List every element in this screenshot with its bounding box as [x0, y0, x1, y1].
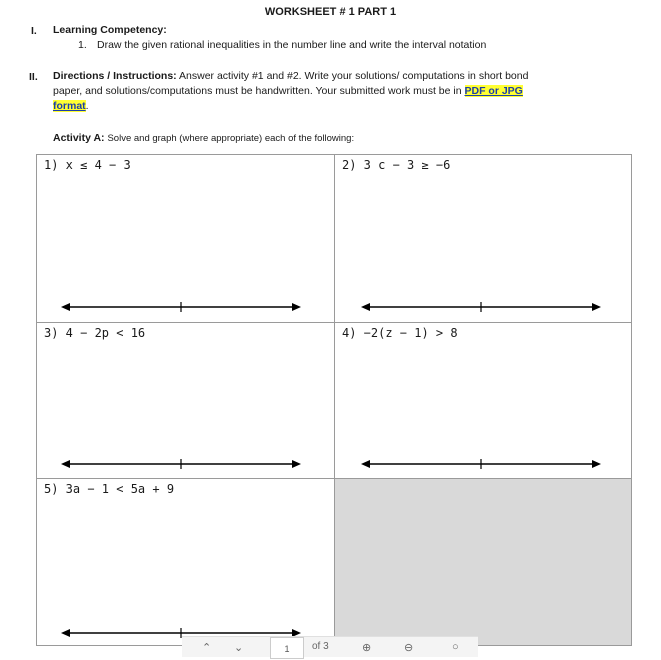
pdf-viewer-toolbar — [182, 636, 478, 657]
directions-line-2: paper, and solutions/computations must be handwritten. Your submitted work must be in — [53, 85, 462, 97]
problem-cell-3 — [37, 323, 335, 479]
activity-text: Solve and graph (where appropriate) each of the following: — [107, 133, 355, 144]
section-2-numeral: II. — [29, 71, 38, 83]
number-line-1 — [61, 299, 301, 315]
number-line-2 — [361, 299, 601, 315]
problem-cell-4 — [335, 323, 631, 479]
directions-line-1: Answer activity #1 and #2. Write your solutions/ computations in short bond — [179, 70, 529, 82]
problem-4-inequality: 4) −2(z − 1) > 8 — [342, 326, 458, 340]
problem-2-inequality: 2) 3 c − 3 ≥ −6 — [342, 158, 451, 172]
format-highlight-1: PDF or JPG — [464, 85, 523, 97]
activity-line — [53, 131, 354, 146]
zoom-in-icon[interactable]: ⊕ — [362, 642, 372, 654]
format-highlight-2: format — [53, 100, 86, 112]
section-2-heading: Directions / Instructions: — [53, 70, 177, 82]
zoom-out-icon[interactable]: ⊖ — [404, 642, 414, 654]
problem-3-inequality: 3) 4 − 2p < 16 — [44, 326, 146, 340]
directions-paragraph — [53, 69, 613, 114]
section-1-heading: Learning Competency: — [53, 24, 167, 36]
number-line-3 — [61, 456, 301, 472]
empty-gray-cell — [335, 479, 631, 645]
worksheet-title: WORKSHEET # 1 PART 1 — [264, 6, 397, 18]
prev-page-icon[interactable]: ⌃ — [202, 642, 212, 654]
competency-item-number: 1. — [78, 39, 87, 51]
problem-5-inequality: 5) 3a − 1 < 5a + 9 — [44, 482, 175, 496]
number-line-4 — [361, 456, 601, 472]
problem-cell-5 — [37, 479, 335, 645]
page-number-input[interactable]: 1 — [270, 637, 304, 659]
activity-label: Activity A: — [53, 132, 105, 144]
problem-cell-2 — [335, 155, 631, 323]
section-1-numeral: I. — [31, 25, 37, 37]
page-count: of 3 — [312, 641, 329, 652]
competency-item-text: Draw the given rational inequalities in the number line and write the interval notation — [97, 39, 487, 51]
problem-cell-1 — [37, 155, 335, 323]
directions-line-3-end: . — [85, 100, 89, 112]
problem-1-inequality: 1) x ≤ 4 − 3 — [44, 158, 131, 172]
search-icon[interactable]: ○ — [452, 641, 459, 653]
problem-grid — [36, 154, 632, 646]
next-page-icon[interactable]: ⌄ — [234, 642, 244, 654]
